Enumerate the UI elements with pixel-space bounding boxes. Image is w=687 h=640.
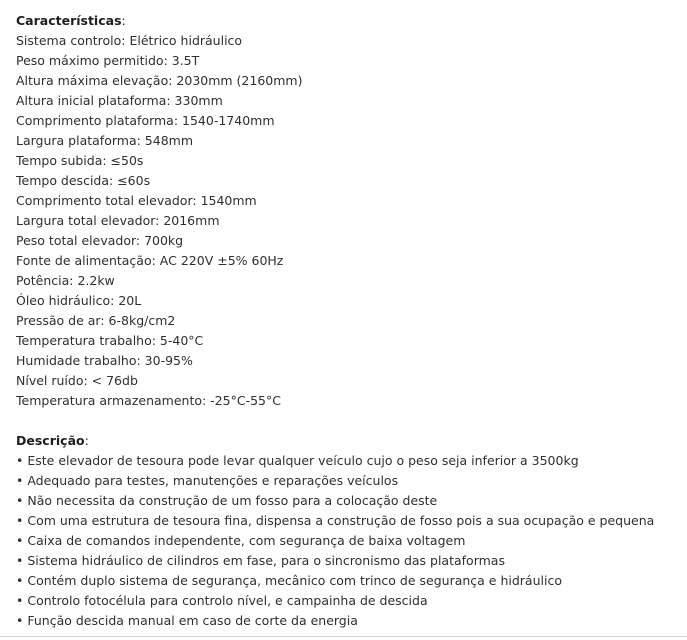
description-title: Descrição xyxy=(16,433,85,448)
description-item-suitability: • Adequado para testes, manutenções e reparações veículos xyxy=(16,473,399,488)
description-item-safety-system: • Contém duplo sistema de segurança, mecânico com trinco de segurança e hidráulico xyxy=(16,573,562,588)
description-item-photocell: • Controlo fotocélula para controlo nível, e campainha de descida xyxy=(16,593,428,608)
description-item-no-pit: • Não necessita da construção de um fosso para a colocação deste xyxy=(16,493,438,508)
spec-item-initial-platform-height: Altura inicial plataforma: 330mm xyxy=(16,93,223,108)
spec-item-working-temperature: Temperatura trabalho: 5-40°C xyxy=(16,333,204,348)
spec-item-total-width: Largura total elevador: 2016mm xyxy=(16,213,220,228)
spec-item-control-system: Sistema controlo: Elétrico hidráulico xyxy=(16,33,243,48)
spec-item-working-humidity: Humidade trabalho: 30-95% xyxy=(16,353,193,368)
description-item-control-box: • Caixa de comandos independente, com segurança de baixa voltagem xyxy=(16,533,466,548)
spec-item-descent-time: Tempo descida: ≤60s xyxy=(16,173,151,188)
spec-item-noise-level: Nível ruído: < 76db xyxy=(16,373,138,388)
specifications-section xyxy=(16,11,687,411)
specifications-title: Características xyxy=(16,13,122,28)
spec-item-air-pressure: Pressão de ar: 6-8kg/cm2 xyxy=(16,313,176,328)
spec-item-storage-temperature: Temperatura armazenamento: -25°C-55°C xyxy=(16,393,281,408)
specifications-title-colon: : xyxy=(121,13,126,28)
spec-item-hydraulic-oil: Óleo hidráulico: 20L xyxy=(16,293,142,308)
spec-item-max-lift-height: Altura máxima elevação: 2030mm (2160mm) xyxy=(16,73,303,88)
description-item-capacity: • Este elevador de tesoura pode levar qualquer veículo cujo o peso seja inferior a 3500kg xyxy=(16,453,579,468)
description-title-colon: : xyxy=(84,433,89,448)
spec-item-power: Potência: 2.2kw xyxy=(16,273,115,288)
spec-item-total-length: Comprimento total elevador: 1540mm xyxy=(16,193,257,208)
spec-item-power-supply: Fonte de alimentação: AC 220V ±5% 60Hz xyxy=(16,253,284,268)
specifications-heading xyxy=(16,11,687,31)
description-list xyxy=(16,451,687,631)
description-section xyxy=(16,431,687,631)
spec-item-rise-time: Tempo subida: ≤50s xyxy=(16,153,144,168)
description-item-thin-structure: • Com uma estrutura de tesoura fina, dispensa a construção de fosso pois a sua ocupação e pequena xyxy=(16,513,655,528)
description-item-manual-descent: • Função descida manual em caso de corte da energia xyxy=(16,613,358,628)
spec-item-max-weight: Peso máximo permitido: 3.5T xyxy=(16,53,200,68)
spec-item-platform-width: Largura plataforma: 548mm xyxy=(16,133,194,148)
specifications-list xyxy=(16,31,687,411)
description-item-hydraulic-system: • Sistema hidráulico de cilindros em fase, para o sincronismo das plataformas xyxy=(16,553,505,568)
description-heading xyxy=(16,431,687,451)
spec-item-total-weight: Peso total elevador: 700kg xyxy=(16,233,184,248)
spec-item-platform-length: Comprimento plataforma: 1540-1740mm xyxy=(16,113,275,128)
bottom-divider xyxy=(0,636,687,637)
